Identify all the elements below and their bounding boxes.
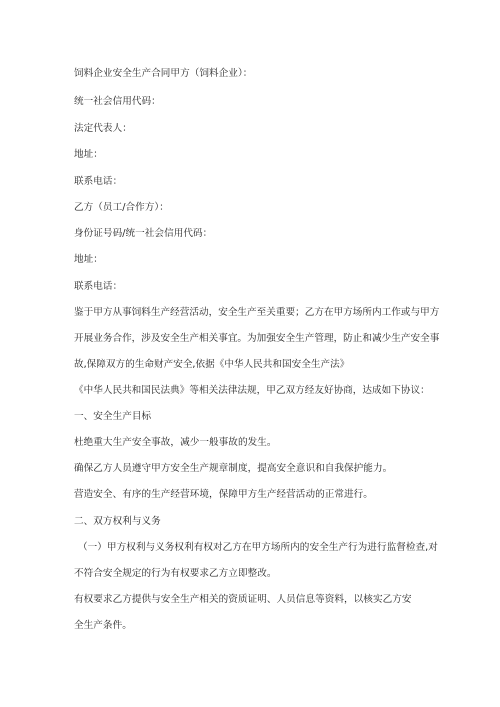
body-paragraph-line: 开展业务合作，涉及安全生产相关事宜。为加强安全生产管理，防止和减少生产安全事 (74, 333, 440, 344)
body-paragraph-line: （一）甲方权利与义务权利有权对乙方在甲方场所内的安全生产行为进行监督检查,对 (78, 542, 438, 553)
body-paragraph-line: 不符合安全规定的行为有权要求乙方立即整改。 (74, 568, 277, 579)
section-heading: 一、安全生产目标 (74, 411, 152, 422)
section-heading: 二、双方权利与义务 (74, 516, 161, 527)
list-item: 确保乙方人员遵守甲方安全生产规章制度，提高安全意识和自我保护能力。 (74, 463, 393, 474)
party-b-label: 乙方（员工/合作方）： (74, 202, 169, 213)
body-paragraph-line: 《中华人民共和国民法典》等相关法律法规，甲乙双方经友好协商，达成如下协议： (74, 385, 430, 396)
id-number-label: 身份证号码/统一社会信用代码： (74, 228, 213, 239)
phone-label-b: 联系电话： (74, 281, 123, 292)
phone-label: 联系电话： (74, 176, 123, 187)
body-paragraph-line: 故,保障双方的生命财产安全,依据《中华人民共和国安全生产法》 (74, 359, 350, 370)
address-label-b: 地址： (74, 254, 103, 265)
address-label: 地址： (74, 149, 103, 160)
legal-rep-label: 法定代表人： (74, 123, 132, 134)
contract-title-party-a: 饲料企业安全生产合同甲方（饲料企业）： (74, 68, 253, 79)
list-item: 营造安全、有序的生产经营环境，保障甲方生产经营活动的正常进行。 (74, 489, 373, 500)
credit-code-label: 统一社会信用代码： (74, 96, 161, 107)
body-paragraph-line: 鉴于甲方从事饲料生产经营活动，安全生产至关重要；乙方在甲方场所内工作或与甲方 (74, 307, 440, 318)
body-paragraph-line: 全生产条件。 (74, 620, 132, 631)
list-item: 杜绝重大生产安全事故，减少一般事故的发生。 (74, 437, 277, 448)
body-paragraph-line: 有权要求乙方提供与安全生产相关的资质证明、人员信息等资料，以核实乙方安 (74, 594, 412, 605)
